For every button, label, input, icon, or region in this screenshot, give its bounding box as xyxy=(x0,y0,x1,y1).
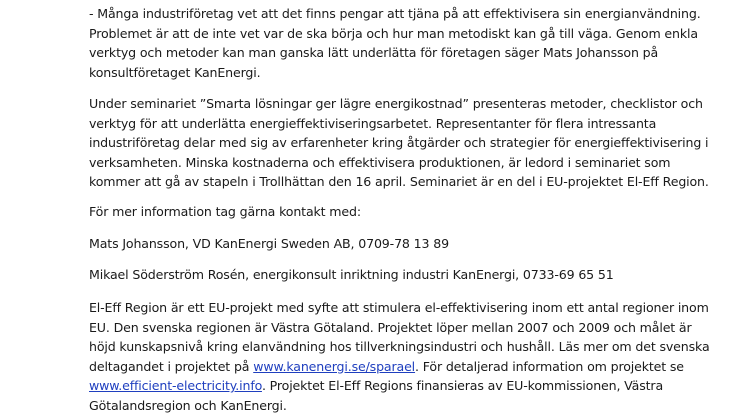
intro-line: verktyg och metoder kan man ganska lätt underlätta för företagen säger Mats Johansson på xyxy=(89,45,659,60)
contact-person-1-text: Mats Johansson, VD KanEnergi Sweden AB, 0709-78 13 89 xyxy=(89,236,449,251)
seminar-line: Under seminariet ”Smarta lösningar ger lägre energikostnad” presenteras metoder, checklistor och xyxy=(89,96,703,111)
project-line xyxy=(89,357,689,377)
intro-line: Problemet är att de inte vet var de ska börja och hur man metodiskt kan gå till väga. Genom enkla xyxy=(89,25,698,41)
project-line-4-suffix: . För detaljerad information om projektet se xyxy=(415,358,684,374)
intro-line: - Många industriföretag vet att det finns pengar att tjäna på att effektivisera sin energianvändning. xyxy=(89,6,701,21)
project-line: höjd kunskapsnivå kring elanvändning hos tillverkningsindustri och hushåll. Läs mer om det svenska xyxy=(89,339,710,354)
seminar-line: industriföretag delar med sig av erfarenheter kring åtgärder och strategier för energieffektivisering i xyxy=(89,135,709,150)
seminar-line: verksamheten. Minska kostnaderna och effektivisera produktionen, är ledord i seminariet som xyxy=(89,154,671,170)
contact-intro-text: För mer information tag gärna kontakt med: xyxy=(89,204,361,219)
efficient-electricity-link[interactable]: www.efficient-electricity.info xyxy=(89,378,262,393)
contact-person-1 xyxy=(89,234,689,254)
project-line: EU. Den svenska regionen är Västra Götaland. Projektet löper mellan 2007 och 2009 och målet är xyxy=(89,319,692,335)
project-line-4-prefix: deltagandet i projektet på xyxy=(89,358,254,374)
contact-intro xyxy=(89,202,689,222)
project-paragraph xyxy=(89,298,710,415)
seminar-line: kommer att gå av stapeln i Trollhättan den 16 april. Seminariet är en del i EU-projektet El-Eff Region. xyxy=(89,174,709,189)
contact-person-2-text: Mikael Söderström Rosén, energikonsult inriktning industri KanEnergi, 0733-69 65 51 xyxy=(89,267,614,282)
project-line: Götalandsregion och KanEnergi. xyxy=(89,397,287,413)
intro-line: konsultföretaget KanEnergi. xyxy=(89,64,261,80)
intro-paragraph xyxy=(89,4,701,82)
project-line xyxy=(89,376,689,396)
seminar-line: verktyg för att underlätta energieffektiviseringsarbetet. Representanter för flera intressanta xyxy=(89,115,657,131)
project-line: El-Eff Region är ett EU-projekt med syfte att stimulera el-effektivisering inom ett antal regioner inom xyxy=(89,300,709,315)
kanenergi-link[interactable]: www.kanenergi.se/sparael xyxy=(253,358,416,374)
seminar-paragraph xyxy=(89,94,709,192)
project-line-5-suffix: . Projektet El-Eff Regions finansieras av EU-kommissionen, Västra xyxy=(261,378,664,393)
contact-person-2 xyxy=(89,265,689,285)
